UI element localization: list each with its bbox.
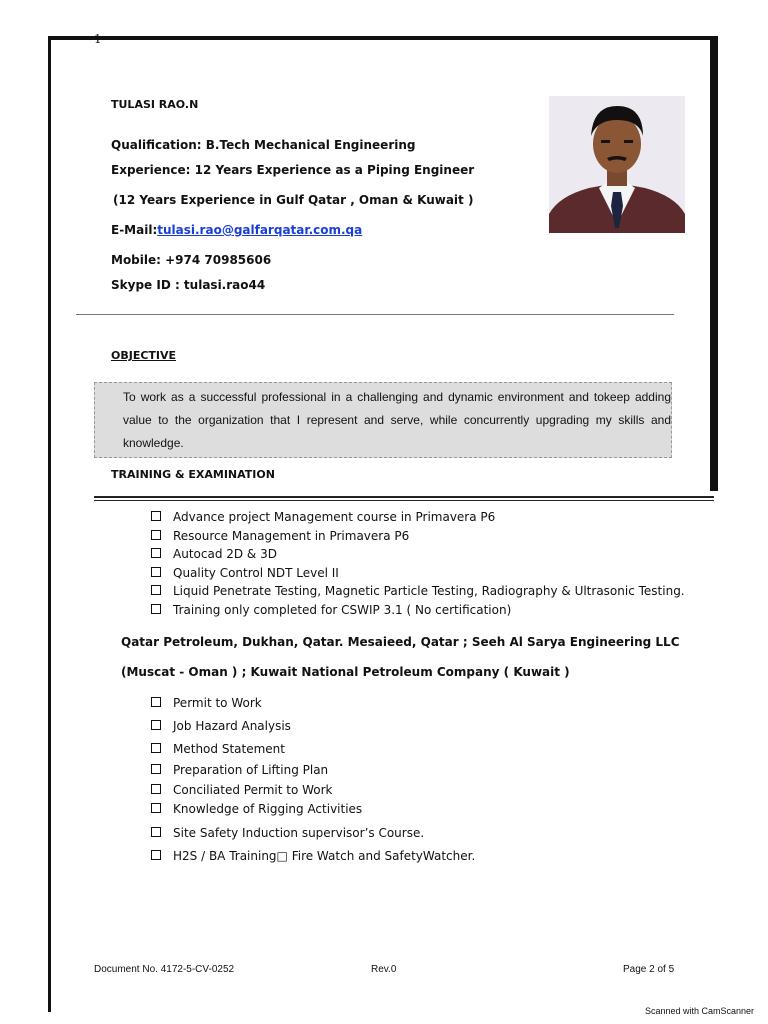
footer-page-number: Page 2 of 5 xyxy=(623,964,675,975)
list-item: Quality Control NDT Level II xyxy=(151,564,685,583)
skype-id: Skype ID : tulasi.rao44 xyxy=(111,278,266,292)
qualification: Qualification: B.Tech Mechanical Engineering xyxy=(111,138,416,152)
checkbox-bullet-icon xyxy=(151,530,161,540)
mobile: Mobile: +974 70985606 xyxy=(111,253,272,267)
list-item: Conciliated Permit to Work xyxy=(151,781,475,801)
companies-line-2: (Muscat - Oman ) ; Kuwait National Petroleum Company ( Kuwait ) xyxy=(121,665,570,679)
list-item: H2S / BA Training□ Fire Watch and SafetyWatcher. xyxy=(151,847,475,867)
list-item: Site Safety Induction supervisor’s Course. xyxy=(151,824,475,847)
objective-text: To work as a successful professional in a challenging and dynamic environment and tokeep adding value to the organization that I represent and serve, while concurrently upgrading my skills and knowledge. xyxy=(94,382,672,458)
list-item: Job Hazard Analysis xyxy=(151,717,475,740)
page-border-left xyxy=(48,36,51,1012)
list-item: Permit to Work xyxy=(151,694,475,717)
page-border-right xyxy=(710,36,718,491)
objective-heading: OBJECTIVE xyxy=(111,349,177,362)
checkbox-bullet-icon xyxy=(151,511,161,521)
checkbox-bullet-icon xyxy=(151,803,161,813)
checkbox-bullet-icon xyxy=(151,743,161,753)
candidate-name: TULASI RAO.N xyxy=(111,98,199,111)
header-divider xyxy=(76,314,674,315)
list-item: Autocad 2D & 3D xyxy=(151,545,685,564)
checkbox-bullet-icon xyxy=(151,850,161,860)
training-heading: TRAINING & EXAMINATION xyxy=(111,468,275,481)
safety-list xyxy=(151,694,475,867)
footer-document-no: Document No. 4172-5-CV-0252 xyxy=(94,964,235,975)
checkbox-bullet-icon xyxy=(151,548,161,558)
email-link[interactable]: tulasi.rao@galfarqatar.com.qa xyxy=(157,223,363,237)
email-line xyxy=(111,223,362,237)
companies-line-1: Qatar Petroleum, Dukhan, Qatar. Mesaieed, Qatar ; Seeh Al Sarya Engineering LLC xyxy=(121,635,680,649)
list-item: Resource Management in Primavera P6 xyxy=(151,527,685,546)
scanner-watermark: Scanned with CamScanner xyxy=(645,1006,755,1016)
training-list xyxy=(151,508,685,620)
section-divider-thin xyxy=(94,500,714,501)
list-item: Preparation of Lifting Plan xyxy=(151,761,475,781)
list-item: Liquid Penetrate Testing, Magnetic Particle Testing, Radiography & Ultrasonic Testing. xyxy=(151,582,685,601)
list-item: Knowledge of Rigging Activities xyxy=(151,800,475,824)
checkbox-bullet-icon xyxy=(151,720,161,730)
experience-detail: (12 Years Experience in Gulf Qatar , Oman & Kuwait ) xyxy=(113,193,474,207)
checkbox-bullet-icon xyxy=(151,567,161,577)
section-divider xyxy=(94,496,714,498)
footer-revision: Rev.0 xyxy=(371,964,397,975)
checkbox-bullet-icon xyxy=(151,827,161,837)
list-item: Advance project Management course in Primavera P6 xyxy=(151,508,685,527)
checkbox-bullet-icon xyxy=(151,585,161,595)
email-label: E-Mail: xyxy=(111,223,158,237)
checkbox-bullet-icon xyxy=(151,764,161,774)
list-item: Method Statement xyxy=(151,740,475,761)
page-border-top xyxy=(48,36,714,40)
checkbox-bullet-icon xyxy=(151,784,161,794)
experience: Experience: 12 Years Experience as a Piping Engineer xyxy=(111,163,475,177)
profile-photo xyxy=(549,96,685,233)
checkbox-bullet-icon xyxy=(151,604,161,614)
page-top-number: 1 xyxy=(94,32,102,46)
checkbox-bullet-icon xyxy=(151,697,161,707)
list-item: Training only completed for CSWIP 3.1 ( No certification) xyxy=(151,601,685,620)
